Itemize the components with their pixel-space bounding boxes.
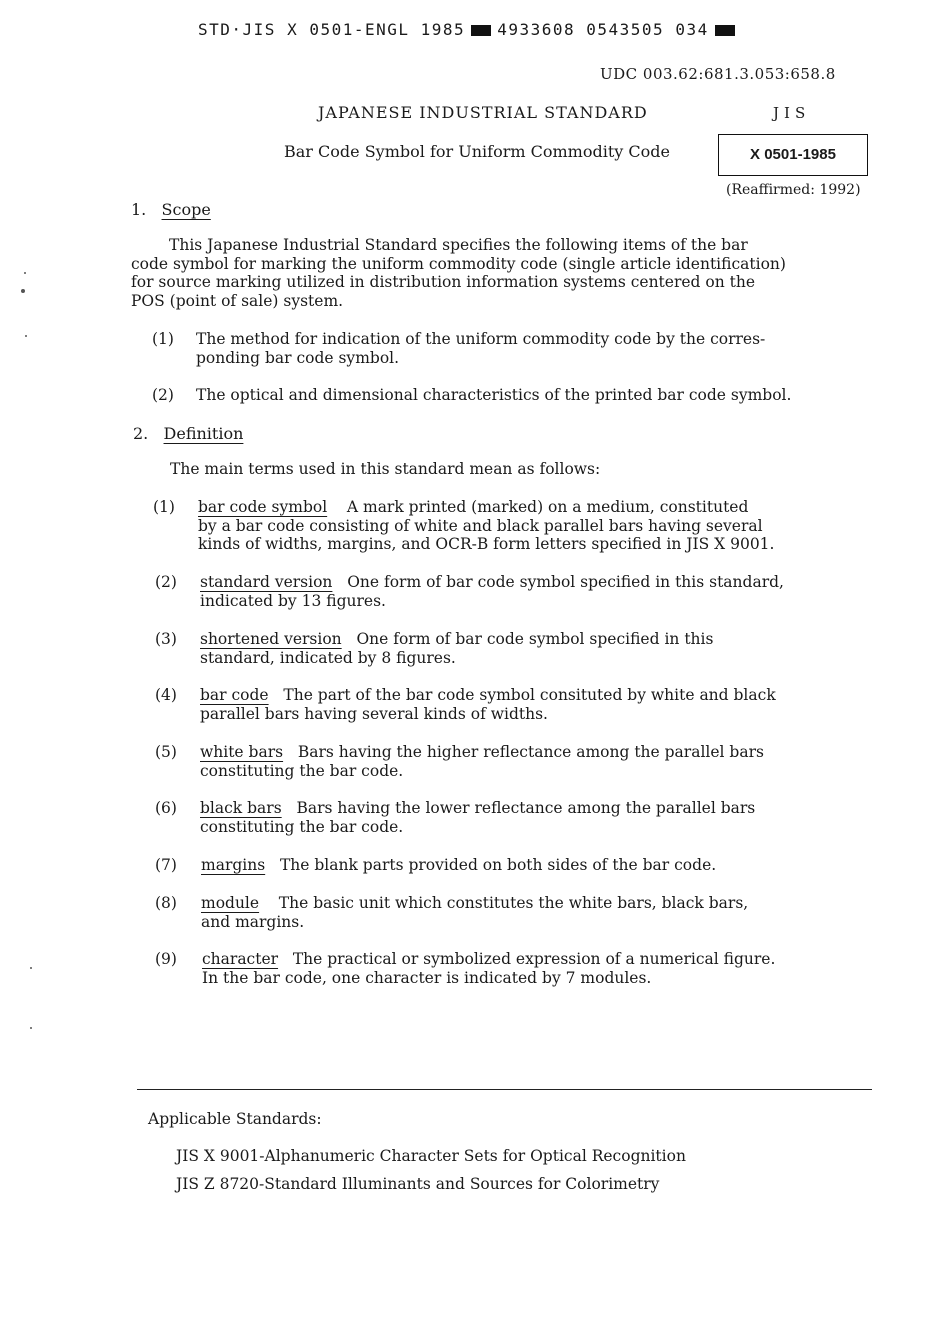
- definition-text-line: constituting the bar code.: [200, 817, 404, 836]
- definition-item: [200, 743, 764, 780]
- definition-number: (5): [155, 743, 177, 761]
- scope-intro-line: POS (point of sale) system.: [131, 291, 344, 310]
- scope-item: [196, 386, 791, 405]
- section-number: 2.: [133, 424, 149, 443]
- definition-text: The blank parts provided on both sides of the bar code.: [279, 856, 717, 874]
- scan-speck: [30, 1027, 32, 1029]
- definition-text: One form of bar code symbol specified in this: [356, 630, 714, 648]
- definition-item: [201, 856, 716, 875]
- applicable-standard: JIS X 9001-Alphanumeric Character Sets for Optical Recognition: [176, 1147, 686, 1165]
- definition-item: [202, 950, 775, 987]
- jis-mark: JIS: [773, 104, 811, 122]
- definition-text: The basic unit which constitutes the white bars, black bars,: [278, 894, 749, 912]
- scope-item-line: ponding bar code symbol.: [196, 348, 400, 367]
- section-number: 1.: [131, 200, 147, 219]
- scope-intro: [131, 236, 871, 310]
- document-code-left: STD·JIS X 0501-ENGL 1985: [198, 20, 466, 39]
- scope-intro-line: This Japanese Industrial Standard specifies the following items of the bar: [169, 236, 748, 254]
- definition-text: One form of bar code symbol specified in this standard,: [347, 573, 784, 591]
- footnote-heading: Applicable Standards:: [148, 1110, 322, 1128]
- section-title: Definition: [163, 424, 244, 443]
- definition-item: [200, 630, 713, 667]
- organization-name: JAPANESE INDUSTRIAL STANDARD: [318, 103, 648, 122]
- definition-term: shortened version: [200, 630, 342, 648]
- black-block-mark: [715, 25, 735, 36]
- definition-number: (6): [155, 799, 177, 817]
- scope-item-number: (1): [152, 330, 174, 348]
- definition-number: (4): [155, 686, 177, 704]
- scope-item-number: (2): [152, 386, 174, 404]
- definition-text-line: constituting the bar code.: [200, 761, 404, 780]
- scope-intro-line: for source marking utilized in distribution information systems centered on the: [131, 273, 756, 292]
- definition-text: Bars having the lower reflectance among the parallel bars: [296, 799, 756, 817]
- definition-term: white bars: [200, 743, 284, 761]
- applicable-standard: JIS Z 8720-Standard Illuminants and Sources for Colorimetry: [176, 1175, 660, 1193]
- udc-number: UDC 003.62:681.3.053:658.8: [600, 65, 836, 83]
- scan-speck: [30, 967, 32, 969]
- definition-text-line: and margins.: [201, 912, 305, 931]
- scope-item-line: The optical and dimensional characteristics of the printed bar code symbol.: [196, 386, 792, 404]
- black-block-mark: [471, 25, 491, 36]
- definition-item: [200, 799, 755, 836]
- definition-number: (1): [153, 498, 175, 516]
- definition-text-line: standard, indicated by 8 figures.: [200, 648, 456, 667]
- standard-title: Bar Code Symbol for Uniform Commodity Code: [284, 142, 670, 161]
- definition-term: bar code symbol: [198, 498, 328, 516]
- definition-number: (8): [155, 894, 177, 912]
- scope-item-line: The method for indication of the uniform commodity code by the corres-: [196, 330, 766, 348]
- definition-term: standard version: [200, 573, 333, 591]
- definition-number: (7): [155, 856, 177, 874]
- definition-text-line: by a bar code consisting of white and black parallel bars having several: [198, 516, 763, 535]
- definition-text-line: kinds of widths, margins, and OCR-B form letters specified in JIS X 9001.: [198, 535, 775, 554]
- definition-term: margins: [201, 856, 266, 874]
- scan-speck: [21, 289, 25, 293]
- scope-intro-line: code symbol for marking the uniform commodity code (single article identification): [131, 254, 786, 273]
- definition-item: [200, 686, 776, 723]
- definition-term: character: [202, 950, 279, 968]
- definition-number: (2): [155, 573, 177, 591]
- definition-text-line: indicated by 13 figures.: [200, 591, 386, 610]
- definition-text-line: parallel bars having several kinds of widths.: [200, 704, 548, 723]
- definition-term: module: [201, 894, 260, 912]
- definition-term: bar code: [200, 686, 269, 704]
- definition-intro: The main terms used in this standard mean as follows:: [170, 460, 601, 478]
- definition-term: black bars: [200, 799, 282, 817]
- reaffirmed-note: (Reaffirmed: 1992): [726, 182, 861, 198]
- scan-speck: [24, 272, 26, 274]
- definition-text: A mark printed (marked) on a medium, constituted: [346, 498, 749, 516]
- definition-item: [198, 498, 774, 554]
- scan-speck: [25, 335, 27, 337]
- definition-text: The part of the bar code symbol consituted by white and black: [283, 686, 776, 704]
- definition-item: [200, 573, 784, 610]
- section-scope-heading: [131, 200, 211, 219]
- section-title: Scope: [161, 200, 211, 219]
- definition-item: [201, 894, 748, 931]
- standard-number-box: X 0501-1985: [718, 134, 868, 176]
- scope-item: [196, 330, 765, 367]
- footnote-divider: [137, 1089, 872, 1090]
- definition-number: (3): [155, 630, 177, 648]
- definition-text: Bars having the higher reflectance among the parallel bars: [297, 743, 764, 761]
- section-definition-heading: [133, 424, 243, 443]
- document-code-right: 4933608 0543505 034: [497, 20, 709, 39]
- document-code-line: [198, 20, 741, 39]
- definition-number: (9): [155, 950, 177, 968]
- definition-text: The practical or symbolized expression of a numerical figure.: [292, 950, 776, 968]
- definition-text-line: In the bar code, one character is indicated by 7 modules.: [202, 968, 652, 987]
